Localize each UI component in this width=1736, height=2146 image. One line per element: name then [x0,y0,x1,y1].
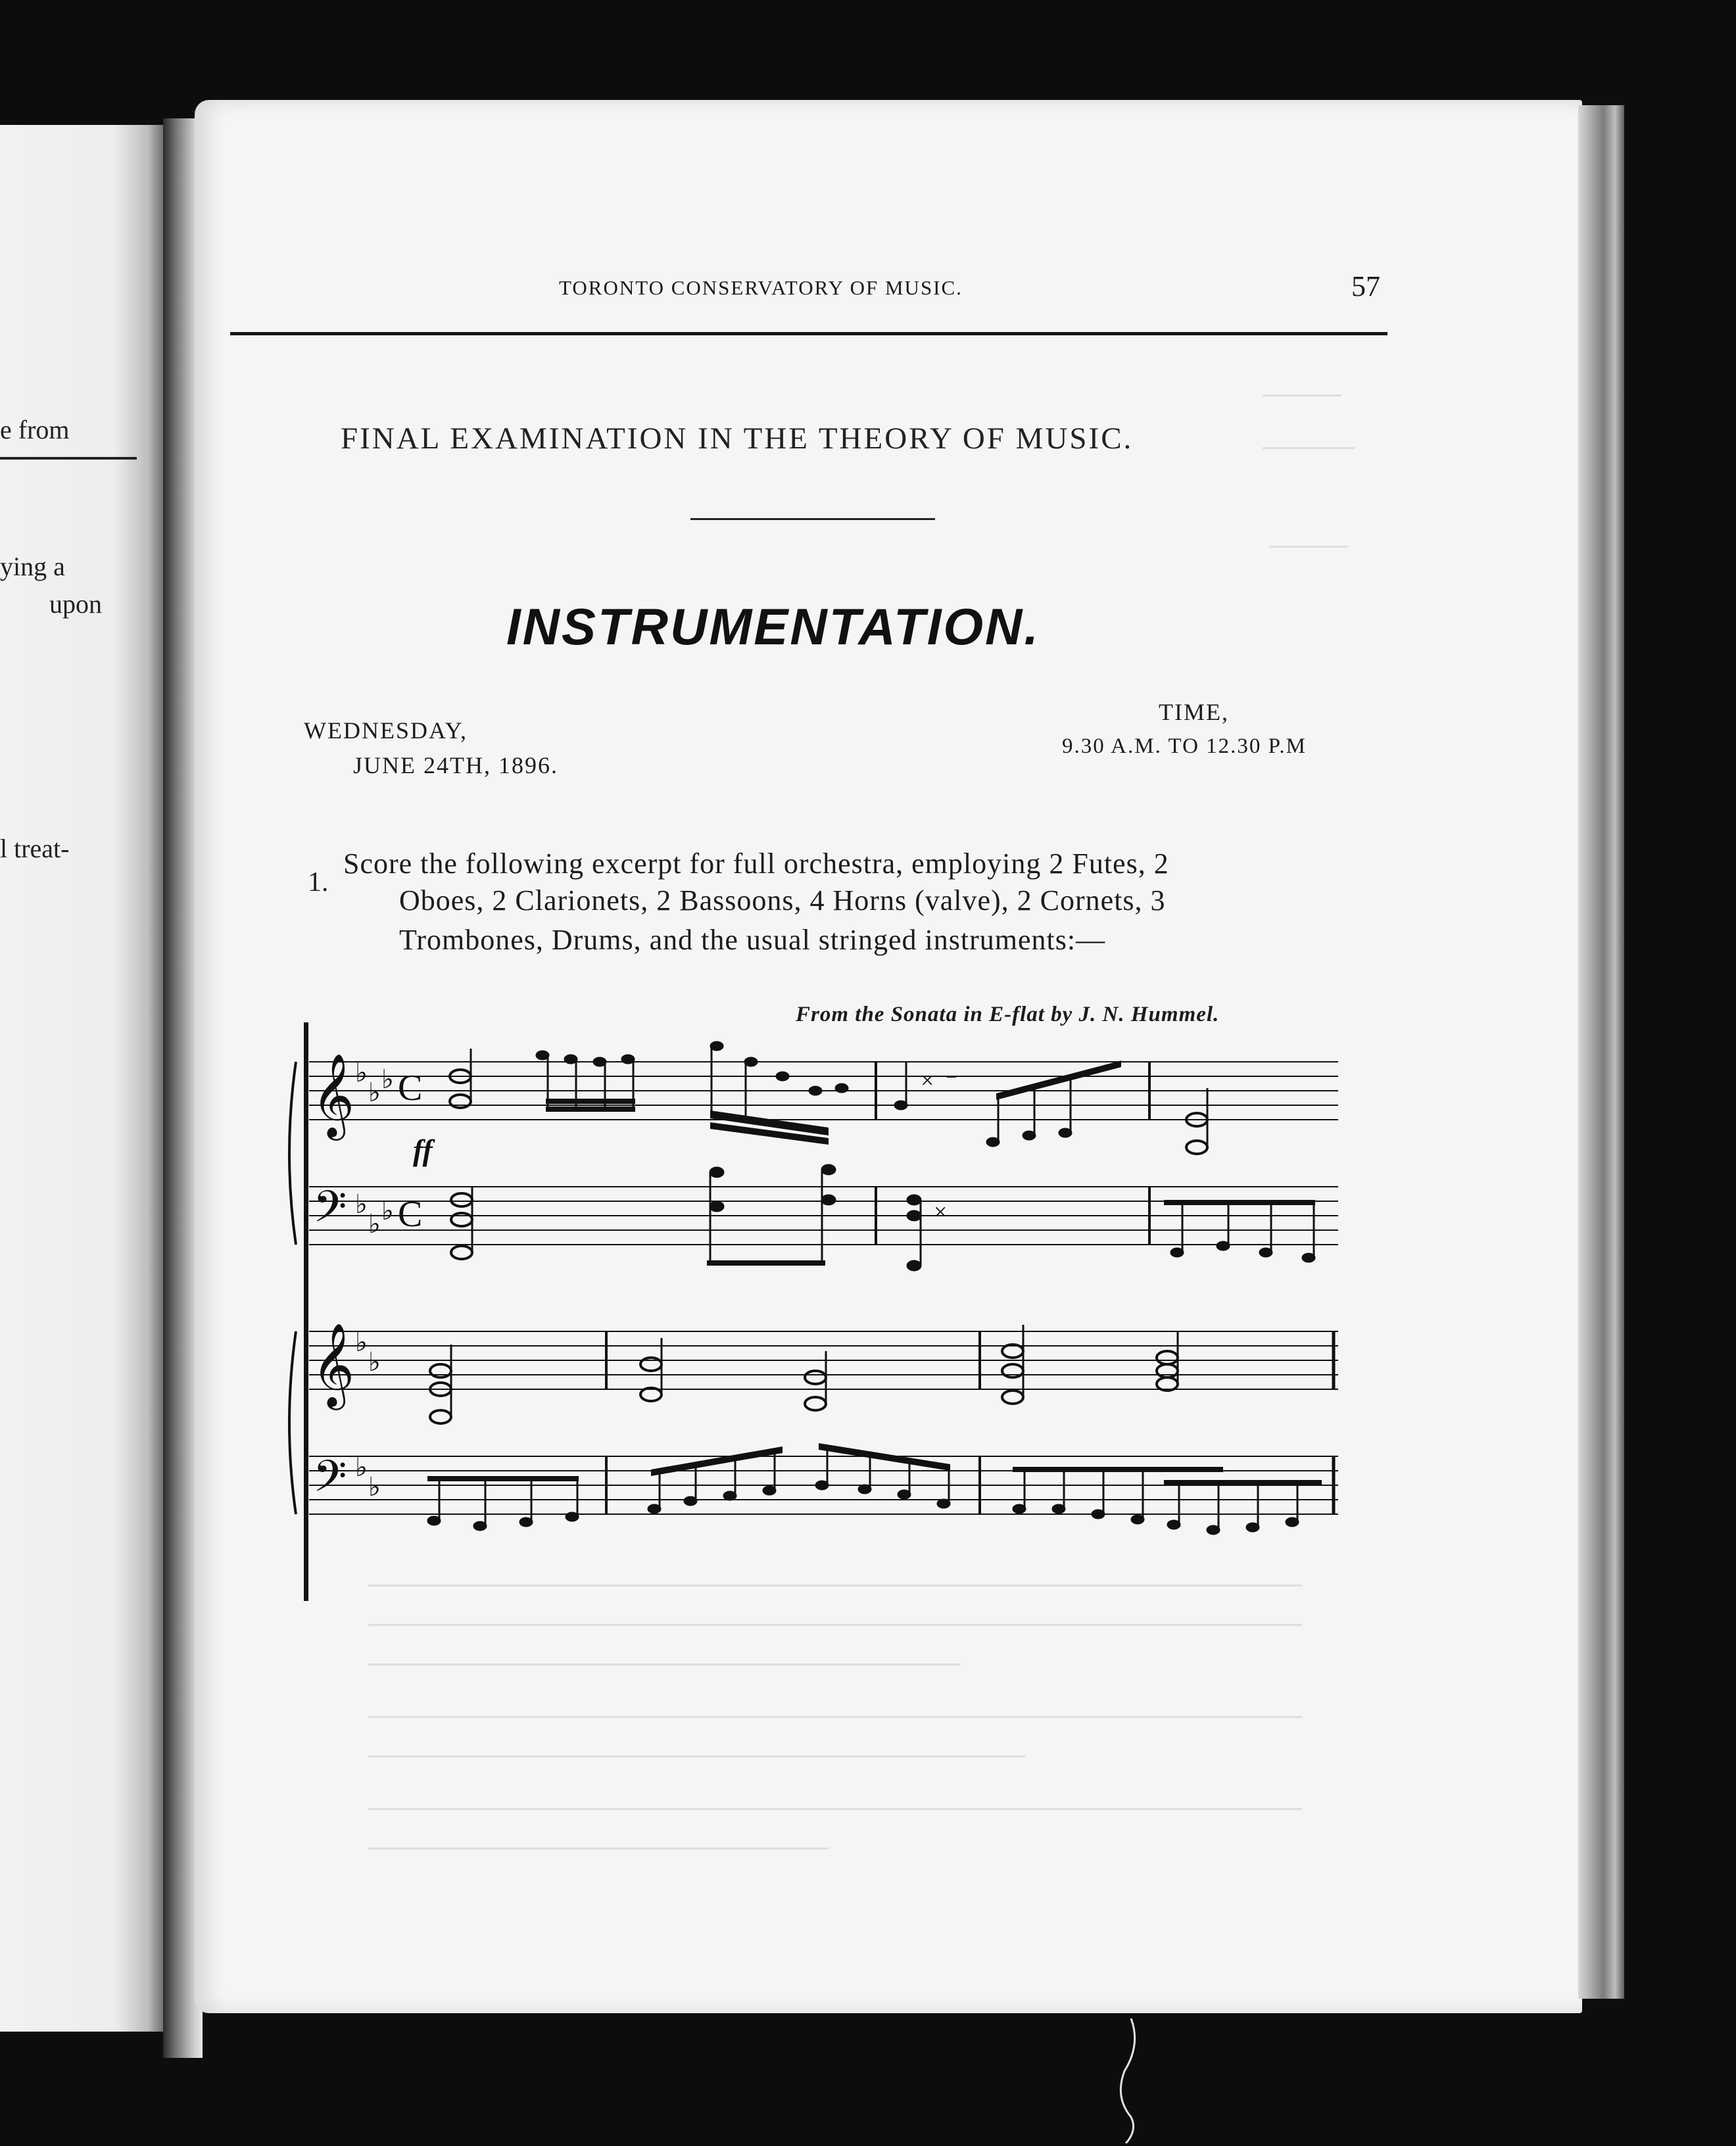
header-rule [230,332,1387,335]
bleed-through-mark [368,1663,960,1665]
time-label: TIME, [1159,699,1229,725]
time-signature: C [398,1194,423,1235]
score-caption: From the Sonata in E-flat by J. N. Hummel. [796,1003,1220,1026]
question-text-line: Trombones, Drums, and the usual stringed instruments:— [399,924,1106,956]
question-text-line: Score the following excerpt for full orchestra, employing 2 Futes, 2 [343,847,1169,880]
exam-date: JUNE 24TH, 1896. [353,752,558,778]
title-divider [690,518,935,520]
svg-text:♭: ♭ [381,1196,394,1226]
bleed-through-mark [368,1755,1026,1757]
bleed-through-mark [1269,546,1348,548]
svg-text:♭: ♭ [368,1472,381,1502]
bleed-through-mark [368,1624,1302,1626]
treble-clef-icon: 𝄞 [312,1322,355,1406]
previous-page-text-line: upon [49,589,102,619]
running-head: TORONTO CONSERVATORY OF MUSIC. [559,276,963,299]
bass-clef-icon: 𝄢 [313,1181,347,1243]
bleed-through-mark [1263,394,1341,396]
svg-text:♭: ♭ [355,1058,368,1088]
time-signature: C [398,1068,423,1109]
svg-text:♭: ♭ [368,1209,381,1239]
previous-page-text-line: e from [0,415,70,444]
time-value: 9.30 A.M. TO 12.30 P.M [1062,734,1307,758]
page-edges [1578,105,1624,1999]
svg-text:♭: ♭ [368,1078,381,1108]
exam-day: WEDNESDAY, [304,717,468,744]
previous-page-text-line: l treat- [0,834,70,863]
svg-text:♭: ♭ [355,1189,368,1220]
bass-clef-icon: 𝄢 [313,1451,347,1512]
notes-treble-1 [450,1041,1207,1154]
bleed-through-mark [368,1848,829,1849]
dynamic-marking: ff [413,1133,433,1167]
music-score [283,1022,1361,1614]
svg-text:♭: ♭ [368,1347,381,1377]
svg-text:♭: ♭ [355,1327,368,1358]
previous-page-rule [0,457,137,460]
svg-text:×: × [921,1067,934,1093]
svg-text:♭: ♭ [381,1064,394,1095]
treble-clef-icon: 𝄞 [312,1053,355,1137]
staff-bass-1 [309,1187,1338,1245]
bleed-through-mark [368,1808,1302,1810]
svg-text:×: × [934,1199,948,1225]
page-number: 57 [1351,270,1380,302]
question-text-line: Oboes, 2 Clarionets, 2 Bassoons, 4 Horns (valve), 2 Cornets, 3 [399,884,1166,917]
svg-text:♭: ♭ [355,1452,368,1483]
scan-hair-artifact [1111,2018,1151,2143]
svg-text:–: – [947,1066,956,1086]
bleed-through-mark [1263,447,1355,449]
previous-page [0,125,164,2032]
exam-title: FINAL EXAMINATION IN THE THEORY OF MUSIC. [341,421,1134,456]
previous-page-text-line: ying a [0,552,65,581]
question-number: 1. [308,867,329,897]
notes-bass-1 [451,1164,1315,1271]
bleed-through-mark [368,1716,1302,1718]
subject-heading: INSTRUMENTATION. [506,598,1041,656]
